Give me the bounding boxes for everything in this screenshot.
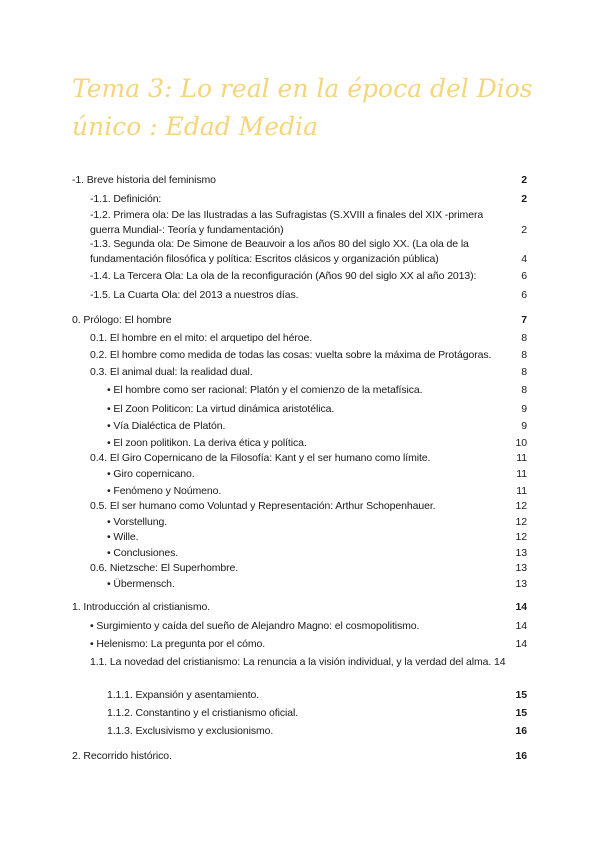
toc-page-number: 11	[516, 485, 527, 497]
toc-entry[interactable]	[90, 192, 527, 207]
toc-page-number: 14	[515, 620, 527, 632]
toc-entry[interactable]	[107, 688, 527, 703]
toc-entry[interactable]	[90, 655, 530, 670]
toc-page-number: 12	[515, 516, 527, 528]
toc-entry[interactable]	[90, 619, 527, 634]
toc-page-number: 8	[521, 349, 527, 361]
toc-entry[interactable]	[72, 313, 527, 328]
toc-page-number: 11	[516, 452, 527, 464]
toc-entry[interactable]	[90, 331, 527, 346]
toc-page-number: 4	[521, 253, 527, 265]
toc-entry-text: • El Zoon Politicon: La virtud dinámica aristotélica.	[107, 403, 335, 415]
toc-entry-text: 1.1.3. Exclusivismo y exclusionismo.	[107, 725, 274, 737]
toc-entry[interactable]	[90, 348, 527, 363]
toc-entry-text: • Wille.	[107, 531, 139, 543]
toc-entry-text: 0. Prólogo: El hombre	[72, 314, 172, 326]
toc-page-number: 14	[515, 638, 527, 650]
toc-entry[interactable]	[72, 749, 527, 764]
toc-entry[interactable]	[90, 365, 527, 380]
toc-page-number: 7	[521, 314, 527, 326]
toc-page-number: 11	[516, 468, 527, 480]
toc-entry-text: 2. Recorrido histórico.	[72, 750, 172, 762]
toc-entry[interactable]	[90, 269, 527, 284]
document-title: Tema 3: Lo real en la época del Dios único : Edad Media	[72, 74, 533, 141]
toc-page-number: 10	[515, 437, 527, 449]
toc-entry[interactable]	[107, 530, 527, 545]
toc-page-number: 9	[521, 403, 527, 415]
toc-entry-text: 0.3. El animal dual: la realidad dual.	[90, 366, 253, 378]
toc-entry[interactable]	[90, 451, 527, 466]
toc-entry[interactable]	[107, 515, 527, 530]
toc-page-number: 12	[515, 500, 527, 512]
toc-entry[interactable]	[107, 419, 527, 434]
toc-page-number: 15	[515, 707, 527, 719]
toc-entry-text: -1. Breve historia del feminismo	[72, 174, 216, 186]
toc-page-number: 13	[515, 562, 527, 574]
toc-entry[interactable]	[107, 546, 527, 561]
toc-page-number: 6	[521, 270, 527, 282]
toc-entry-text: -1.2. Primera ola: De las Ilustradas a las Sufragistas (S.XVIII a finales del XIX -primera guerra Mundial-: Teoría y fundamentación)	[90, 209, 484, 236]
toc-entry-text: -1.5. La Cuarta Ola: del 2013 a nuestros días.	[90, 289, 299, 301]
toc-entry-text: • Surgimiento y caída del sueño de Alejandro Magno: el cosmopolitismo.	[90, 620, 420, 632]
toc-entry-text: • Conclusiones.	[107, 547, 179, 559]
toc-entry[interactable]	[90, 499, 527, 514]
toc-page-number: 9	[521, 420, 527, 432]
toc-entry-text: 0.1. El hombre en el mito: el arquetipo del héroe.	[90, 332, 313, 344]
toc-page-number: 13	[515, 578, 527, 590]
toc-entry-text: • Übermensch.	[107, 578, 175, 590]
toc-entry[interactable]	[107, 484, 527, 499]
toc-entry-text: 1. Introducción al cristianismo.	[72, 601, 211, 613]
toc-page-number: 8	[521, 332, 527, 344]
toc-entry[interactable]	[90, 637, 527, 652]
toc-entry-text: 0.6. Nietzsche: El Superhombre.	[90, 562, 239, 574]
toc-entry-text: 0.4. El Giro Copernicano de la Filosofía: Kant y el ser humano como límite.	[90, 452, 431, 464]
toc-entry[interactable]	[72, 173, 527, 188]
toc-entry[interactable]	[107, 402, 527, 417]
toc-page-number: 12	[515, 531, 527, 543]
toc-entry-text: -1.3. Segunda ola: De Simone de Beauvoir a los años 80 del siglo XX. (La ola de la fundamentación filosófica y política: Escritos clásicos y organización pública)	[90, 238, 469, 265]
toc-entry-text: -1.4. La Tercera Ola: La ola de la reconfiguración (Años 90 del siglo XX al año 2013):	[90, 270, 477, 282]
toc-entry-text: • El hombre como ser racional: Platón y el comienzo de la metafísica.	[107, 384, 423, 396]
toc-entry-text: 0.2. El hombre como medida de todas las cosas: vuelta sobre la máxima de Protágoras.	[90, 349, 492, 361]
toc-page-number: 13	[515, 547, 527, 559]
toc-entry[interactable]	[90, 208, 527, 238]
toc-entry-text: 1.1.2. Constantino y el cristianismo oficial.	[107, 707, 299, 719]
toc-entry-text: • Giro copernicano.	[107, 468, 195, 480]
toc-entry-text: • Fenómeno y Noúmeno.	[107, 485, 222, 497]
toc-entry-text: 0.5. El ser humano como Voluntad y Representación: Arthur Schopenhauer.	[90, 500, 436, 512]
toc-entry[interactable]	[90, 561, 527, 576]
toc-entry-text: • El zoon politikon. La deriva ética y política.	[107, 437, 307, 449]
toc-entry-text: 1.1. La novedad del cristianismo: La renuncia a la visión individual, y la verdad del alma. 14	[90, 656, 506, 668]
toc-entry[interactable]	[107, 706, 527, 721]
toc-page-number: 15	[515, 689, 527, 701]
toc-page-number: 2	[521, 193, 527, 205]
toc-page-number: 8	[521, 366, 527, 378]
toc-entry-text: 1.1.1. Expansión y asentamiento.	[107, 689, 260, 701]
toc-entry[interactable]	[107, 467, 527, 482]
toc-page-number: 16	[515, 725, 527, 737]
toc-entry-text: • Vía Dialéctica de Platón.	[107, 420, 226, 432]
toc-page-number: 2	[521, 174, 527, 186]
toc-entry[interactable]	[72, 600, 527, 615]
toc-page-number: 6	[521, 289, 527, 301]
toc-entry-text: -1.1. Definición:	[90, 193, 162, 205]
toc-page-number: 8	[521, 384, 527, 396]
toc-entry[interactable]	[90, 288, 527, 303]
toc-entry[interactable]	[90, 237, 527, 267]
toc-entry[interactable]	[107, 577, 527, 592]
toc-entry[interactable]	[107, 724, 527, 739]
toc-entry-text: • Helenismo: La pregunta por el cómo.	[90, 638, 266, 650]
toc-page-number: 2	[521, 224, 527, 236]
toc-page-number: 14	[515, 601, 527, 613]
toc-entry[interactable]	[107, 383, 527, 398]
toc-page-number: 16	[515, 750, 527, 762]
toc-entry-text: • Vorstellung.	[107, 516, 168, 528]
toc-entry[interactable]	[107, 436, 527, 451]
